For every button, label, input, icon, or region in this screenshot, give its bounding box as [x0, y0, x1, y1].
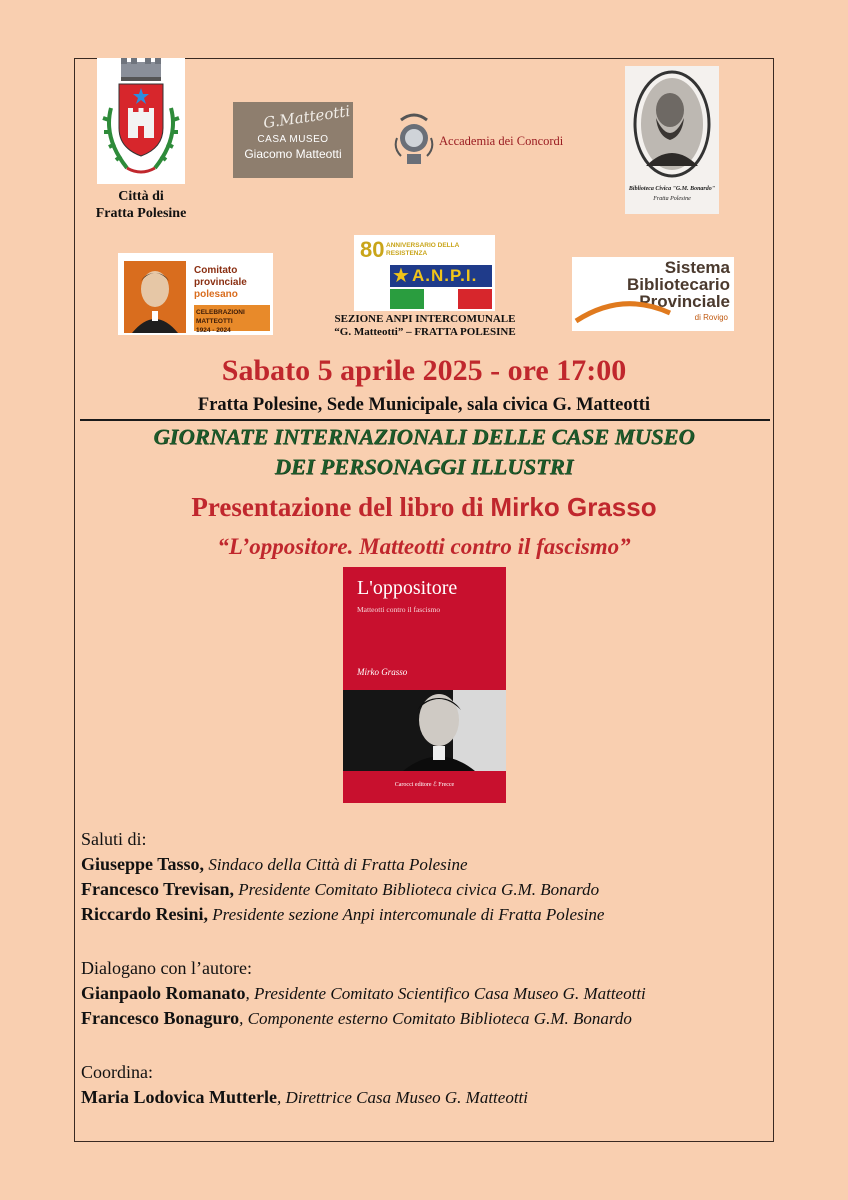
- coordina-section: [81, 1060, 771, 1110]
- matteotti-portrait-icon: [124, 261, 186, 333]
- book-title: “L’oppositore. Matteotti contro il fascismo”: [217, 534, 631, 559]
- cover-author: Mirko Grasso: [357, 667, 408, 677]
- speaker-row: [81, 1085, 771, 1110]
- saluti-section: [81, 827, 771, 927]
- comitato-portrait: [124, 261, 186, 333]
- comune-caption: [80, 188, 202, 222]
- presentation-line: [74, 492, 774, 523]
- anpi-caption: [300, 313, 550, 339]
- heading-line-2: DEI PERSONAGGI ILLUSTRI: [274, 454, 574, 479]
- coordina-label: Coordina:: [81, 1062, 153, 1082]
- speaker-name: Maria Lodovica Mutterle: [81, 1087, 277, 1107]
- biblioteca-caption-1: Biblioteca Civica "G.M. Bonardo": [628, 186, 716, 192]
- anpi-caption-line: “G. Matteotti” – FRATTA POLESINE: [334, 326, 516, 338]
- sistema-sub: di Rovigo: [694, 313, 728, 322]
- book-cover: [343, 567, 506, 803]
- comitato-line: polesano: [194, 289, 238, 300]
- comitato-line: provinciale: [194, 277, 247, 288]
- biblioteca-civica-logo: [625, 66, 719, 214]
- speaker-row: [81, 902, 771, 927]
- cover-photo: [343, 690, 506, 771]
- casa-museo-line1: CASA MUSEO: [257, 134, 329, 145]
- sistema-swoosh-icon: [572, 291, 672, 331]
- biblioteca-caption-2: Fratta Polesine: [653, 196, 691, 202]
- heading-line-1: GIORNATE INTERNAZIONALI DELLE CASE MUSEO: [153, 424, 695, 449]
- cover-publisher-name: Carocci editore: [394, 782, 432, 788]
- anpi-logo: [354, 235, 495, 311]
- saluti-label: Saluti di:: [81, 829, 147, 849]
- comitato-line: Comitato: [194, 265, 238, 276]
- speaker-role: , Componente esterno Comitato Biblioteca G.M. Bonardo: [239, 1009, 632, 1028]
- speaker-role: , Presidente Comitato Scientifico Casa Museo G. Matteotti: [245, 984, 646, 1003]
- event-date: Sabato 5 aprile 2025 - ore 17:00: [221, 354, 627, 387]
- comitato-band-line: 1924 - 2024: [196, 327, 231, 334]
- speaker-role: Sindaco della Città di Fratta Polesine: [204, 855, 468, 874]
- cover-publisher: [343, 781, 506, 788]
- sistema-logo: [572, 257, 734, 331]
- comune-crest-icon: [97, 58, 185, 184]
- anpi-anniversary-text: ANNIVERSARIO DELLA RESISTENZA: [386, 242, 460, 257]
- speaker-name: Francesco Bonaguro: [81, 1008, 240, 1028]
- comitato-text: [194, 265, 247, 301]
- publisher-logo-icon: ℰ: [433, 782, 437, 788]
- comitato-logo: [118, 253, 273, 335]
- accademia-emblem-icon: [393, 108, 435, 170]
- speaker-role: , Direttrice Casa Museo G. Matteotti: [276, 1088, 528, 1107]
- event-venue: Fratta Polesine, Sede Municipale, sala civica G. Matteotti: [197, 395, 651, 415]
- cover-subtitle: Matteotti contro il fascismo: [357, 605, 441, 614]
- divider: [80, 419, 770, 421]
- cover-imprint: Frecce: [438, 782, 455, 788]
- sistema-line: Provinciale: [639, 292, 730, 311]
- sistema-line: Sistema: [664, 258, 730, 277]
- speaker-name: Gianpaolo Romanato: [81, 983, 246, 1003]
- speaker-name: Riccardo Resini,: [81, 904, 208, 924]
- cover-title: L'oppositore: [357, 577, 458, 599]
- speaker-row: [81, 981, 771, 1006]
- accademia-logo: [393, 108, 563, 170]
- comitato-band: [194, 305, 270, 334]
- anpi-star-icon: ★: [392, 265, 410, 287]
- sistema-line: Bibliotecario: [627, 275, 730, 294]
- anpi-flag: [390, 289, 492, 309]
- casa-museo-signature: G.Matteotti: [262, 102, 352, 132]
- dialogano-label: Dialogano con l’autore:: [81, 958, 252, 978]
- comune-logo: [97, 58, 185, 184]
- presentation-author: Mirko Grasso: [490, 492, 657, 522]
- speaker-name: Francesco Trevisan,: [81, 879, 234, 899]
- cover-portrait-icon: [343, 690, 506, 771]
- portrait-engraving-icon: [632, 70, 712, 182]
- anpi-anniversary-number: 80: [360, 237, 385, 262]
- comune-caption-line: Città di: [118, 189, 164, 204]
- speaker-row: [81, 1006, 771, 1031]
- speaker-row: [81, 877, 771, 902]
- anpi-caption-line: SEZIONE ANPI INTERCOMUNALE: [334, 313, 516, 325]
- speaker-name: Giuseppe Tasso,: [81, 854, 205, 874]
- anpi-name: A.N.P.I.: [412, 266, 478, 285]
- casa-museo-logo: [233, 102, 353, 178]
- accademia-name: Accademia dei Concordi: [439, 134, 564, 148]
- presentation-prefix: Presentazione del libro di: [191, 492, 491, 522]
- dialogano-section: [81, 956, 771, 1031]
- speaker-role: Presidente Comitato Biblioteca civica G.M. Bonardo: [233, 880, 600, 899]
- comune-caption-line: Fratta Polesine: [95, 206, 187, 221]
- speaker-role: Presidente sezione Anpi intercomunale di Fratta Polesine: [207, 905, 605, 924]
- speaker-row: [81, 852, 771, 877]
- casa-museo-line2: Giacomo Matteotti: [244, 147, 342, 161]
- comitato-band-line: CELEBRAZIONI MATTEOTTI: [196, 309, 245, 325]
